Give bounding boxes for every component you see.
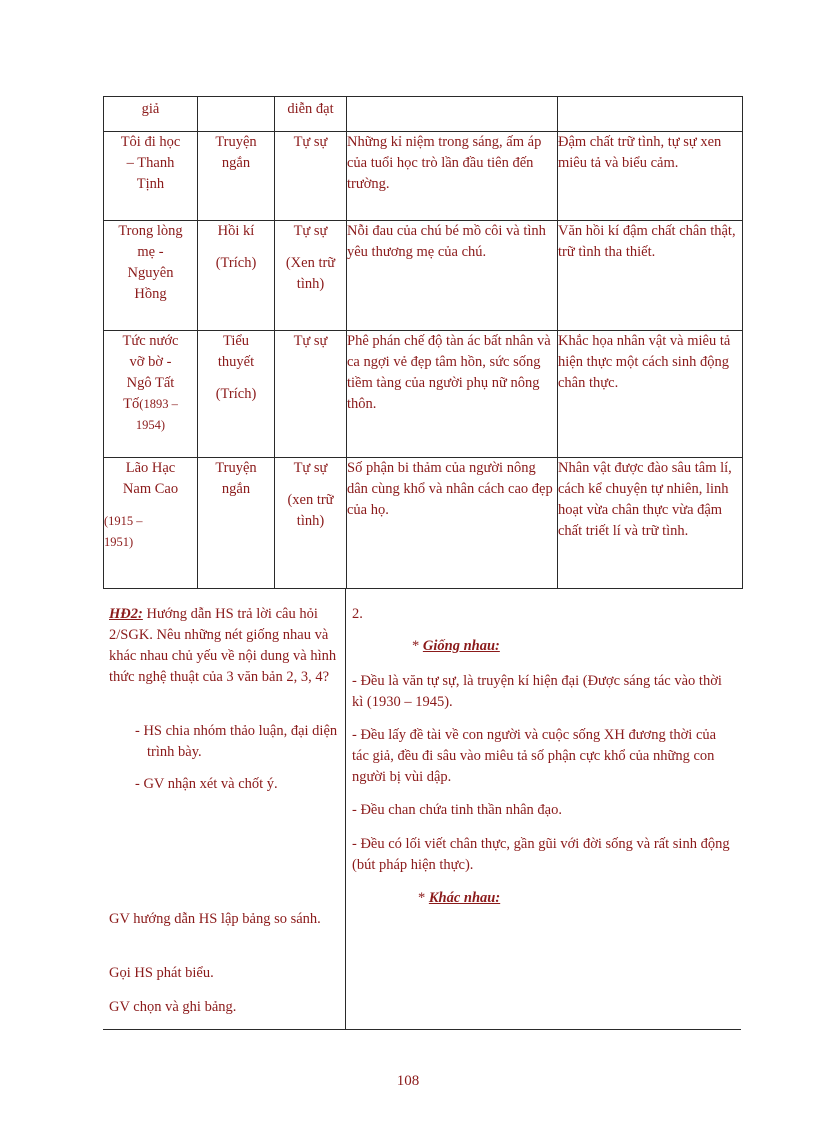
work-title-years: (1893 –	[139, 397, 178, 411]
mode-line: Tự sự	[293, 134, 328, 150]
similar-heading	[412, 636, 500, 657]
hd2-instruction	[109, 604, 341, 688]
genre-line: ngắn	[221, 481, 251, 497]
genre-line: Truyện	[215, 460, 257, 476]
work-title-line: Ngô Tất	[126, 375, 175, 391]
work-title-cell	[104, 221, 198, 331]
genre-line: Tiểu	[222, 333, 250, 349]
difference-heading	[418, 888, 500, 909]
work-title-line: Tịnh	[136, 176, 165, 192]
difference-prefix: *	[418, 890, 429, 906]
work-title-years: 1954)	[135, 418, 166, 432]
similarity-point: - Đều có lối viết chân thực, gần gũi với đời sống và rất sinh động (bút pháp hiện thực).	[352, 836, 730, 873]
similar-heading-text: Giống nhau:	[422, 638, 500, 654]
activity-paragraph: GV hướng dẫn HS lập bảng so sánh.	[109, 911, 321, 927]
mode-note-line: (xen trữ	[287, 492, 334, 508]
content-cell: Những kỉ niệm trong sáng, ấm áp của tuổi học trò lần đầu tiên đến trường.	[347, 132, 558, 221]
work-title-line: mẹ -	[137, 244, 164, 260]
activity-paragraph: Gọi HS phát biểu.	[109, 965, 214, 981]
table-row	[104, 97, 743, 132]
activity-section	[103, 588, 741, 1030]
answer-column	[346, 588, 741, 1030]
work-title-line: Trong lòng	[118, 223, 183, 239]
work-title-line: Hồng	[134, 286, 167, 302]
mode-cell	[275, 221, 347, 331]
work-title-line: – Thanh	[126, 155, 175, 171]
difference-heading-text: Khác nhau:	[428, 890, 501, 906]
work-title-years: (1915 –	[104, 514, 143, 528]
mode-cell	[275, 132, 347, 221]
genre-line: Truyện	[215, 134, 257, 150]
genre-line: thuyết	[217, 354, 255, 370]
top-cell-empty	[347, 97, 558, 132]
mode-cell	[275, 331, 347, 458]
work-title-cell	[104, 458, 198, 589]
art-cell: Văn hồi kí đậm chất chân thật, trữ tình tha thiết.	[558, 221, 743, 331]
top-cell-empty	[198, 97, 275, 132]
top-cell-expression: diễn đạt	[275, 97, 347, 132]
genre-line: Hồi kí	[217, 223, 255, 239]
work-title-line	[104, 394, 197, 415]
activity-bullet: - HS chia nhóm thảo luận, đại diện trình bày.	[135, 723, 338, 760]
content-cell: Số phận bi thảm của người nông dân cùng khổ và nhân cách cao đẹp của họ.	[347, 458, 558, 589]
work-title-years: 1951)	[104, 535, 134, 549]
work-title-line: vỡ bờ -	[129, 354, 172, 370]
genre-cell	[198, 132, 275, 221]
table-row	[104, 221, 743, 331]
activity-bullet: - GV nhận xét và chốt ý.	[135, 776, 278, 792]
mode-line: Tự sự	[293, 223, 328, 239]
genre-cell	[198, 331, 275, 458]
mode-line: Tự sự	[293, 333, 328, 349]
activity-paragraph: GV chọn và ghi bảng.	[109, 999, 237, 1015]
genre-cell	[198, 221, 275, 331]
table-row	[104, 132, 743, 221]
work-title-cell	[104, 331, 198, 458]
content-cell: Nỗi đau của chú bé mồ côi và tình yêu thương mẹ của chú.	[347, 221, 558, 331]
genre-note: (Trích)	[215, 386, 257, 402]
genre-cell	[198, 458, 275, 589]
work-title-cell	[104, 132, 198, 221]
hd2-label: HĐ2:	[109, 606, 143, 622]
page-number: 108	[396, 1073, 420, 1089]
mode-note-line: tình)	[296, 513, 325, 529]
mode-note-line: tình)	[296, 276, 325, 292]
similarity-point: - Đều lấy đề tài về con người và cuộc sống XH đương thời của tác giả, đều đi sâu vào miêu tả số phận cực khổ của những con người bị vùi dập.	[352, 727, 717, 785]
mode-line: Tự sự	[293, 460, 328, 476]
work-title-line: Tôi đi học	[120, 134, 181, 150]
genre-line: ngắn	[221, 155, 251, 171]
hd2-text: Hướng dẫn HS trả lời câu hỏi 2/SGK. Nêu những nét giống nhau và khác nhau chủ yếu về nội dung và hình thức nghệ thuật của 3 văn bản 2, 3, 4?	[109, 606, 337, 685]
teacher-activity-column	[103, 588, 346, 1030]
genre-note: (Trích)	[215, 255, 257, 271]
similarity-point: - Đều là văn tự sự, là truyện kí hiện đại (Được sáng tác vào thời kì (1930 – 1945).	[352, 673, 722, 710]
art-cell: Khắc họa nhân vật và miêu tả hiện thực một cách sinh động chân thực.	[558, 331, 743, 458]
similar-prefix: *	[412, 638, 423, 654]
art-cell: Đậm chất trữ tình, tự sự xen miêu tả và biểu cảm.	[558, 132, 743, 221]
work-title-line: Lão Hạc	[125, 460, 176, 476]
mode-cell	[275, 458, 347, 589]
work-title-line: Nguyên	[127, 265, 174, 281]
literature-comparison-table	[103, 96, 743, 589]
top-cell-empty	[558, 97, 743, 132]
section-divider	[103, 1029, 741, 1030]
work-title-line: Nam Cao	[122, 481, 179, 497]
answer-number: 2.	[352, 606, 363, 622]
work-title-text: Tố	[123, 396, 140, 412]
table-row	[104, 331, 743, 458]
table-row	[104, 458, 743, 589]
art-cell: Nhân vật được đào sâu tâm lí, cách kể chuyện tự nhiên, linh hoạt vừa chân thực vừa đậm chất triết lí và trữ tình.	[558, 458, 743, 589]
similarity-point: - Đều chan chứa tinh thần nhân đạo.	[352, 802, 562, 818]
mode-note-line: (Xen trữ	[285, 255, 336, 271]
content-cell: Phê phán chế độ tàn ác bất nhân và ca ngợi vẻ đẹp tâm hồn, sức sống tiềm tàng của người phụ nữ nông thôn.	[347, 331, 558, 458]
top-cell-author: giả	[104, 97, 198, 132]
work-title-line: Tức nước	[122, 333, 179, 349]
